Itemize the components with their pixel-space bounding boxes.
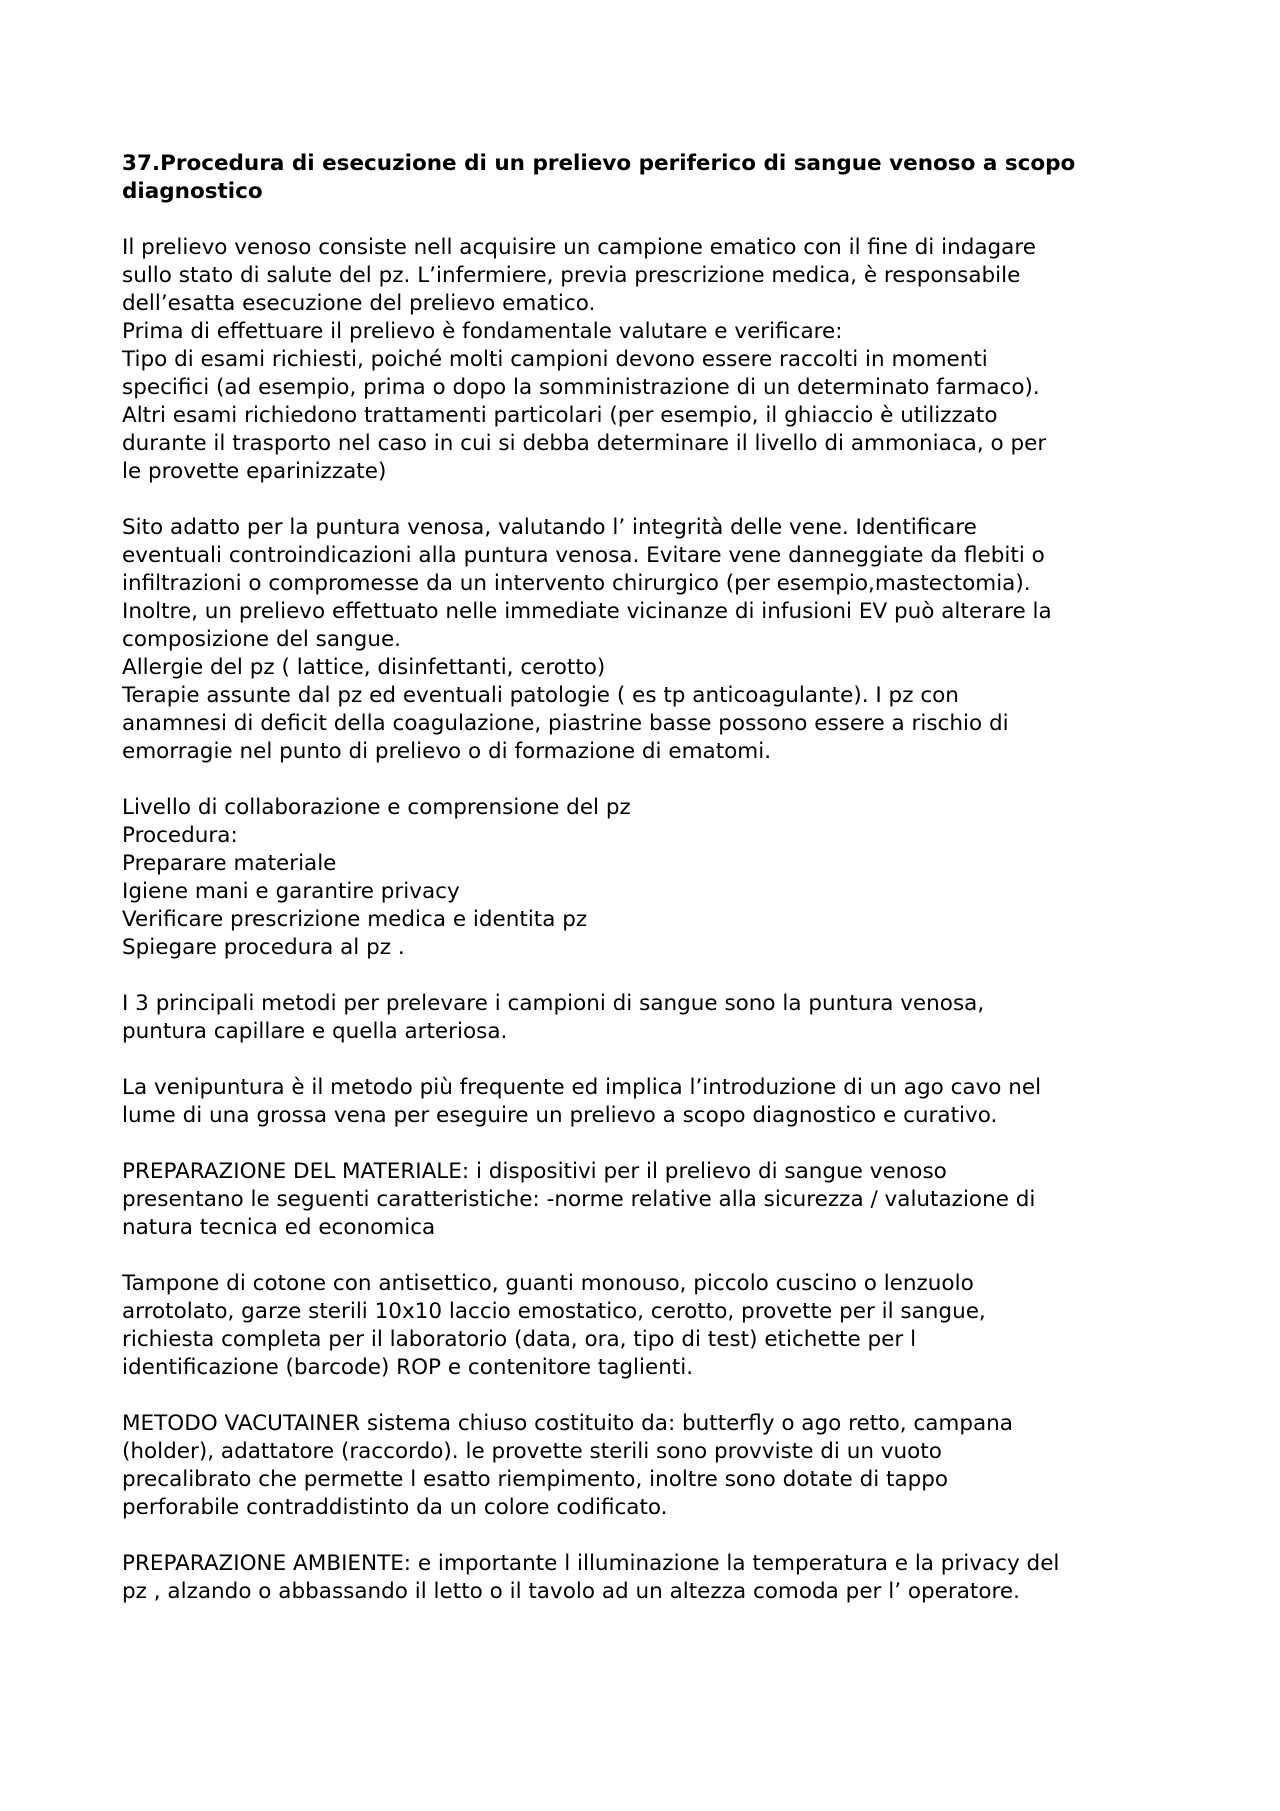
text-line: lume di una grossa vena per eseguire un prelievo a scopo diagnostico e curativo. bbox=[122, 1103, 998, 1128]
text-line: PREPARAZIONE DEL MATERIALE: i dispositivi per il prelievo di sangue venoso bbox=[122, 1159, 947, 1184]
text-line: Terapie assunte dal pz ed eventuali patologie ( es tp anticoagulante). I pz con bbox=[122, 683, 959, 708]
text-line: precalibrato che permette l esatto riempimento, inoltre sono dotate di tappo bbox=[122, 1467, 949, 1492]
document-page bbox=[122, 150, 1182, 1634]
paragraph bbox=[122, 234, 1182, 486]
text-line: Allergie del pz ( lattice, disinfettanti, cerotto) bbox=[122, 655, 606, 680]
text-line: arrotolato, garze sterili 10x10 laccio emostatico, cerotto, provette per il sangue, bbox=[122, 1299, 986, 1324]
text-line: Procedura: bbox=[122, 823, 238, 848]
text-line: le provette eparinizzate) bbox=[122, 459, 387, 484]
text-line: pz , alzando o abbassando il letto o il tavolo ad un altezza comoda per l’ operatore. bbox=[122, 1579, 1020, 1604]
text-line: puntura capillare e quella arteriosa. bbox=[122, 1019, 508, 1044]
text-line: (holder), adattatore (raccordo). le provette sterili sono provviste di un vuoto bbox=[122, 1439, 942, 1464]
text-line: Igiene mani e garantire privacy bbox=[122, 879, 460, 904]
text-line: Tampone di cotone con antisettico, guanti monouso, piccolo cuscino o lenzuolo bbox=[122, 1271, 974, 1296]
text-line: Inoltre, un prelievo effettuato nelle immediate vicinanze di infusioni EV può alterare la bbox=[122, 599, 1052, 624]
paragraph bbox=[122, 1074, 1182, 1130]
text-line: METODO VACUTAINER sistema chiuso costituito da: butterfly o ago retto, campana bbox=[122, 1411, 1013, 1436]
text-line: Il prelievo venoso consiste nell acquisire un campione ematico con il fine di indagare bbox=[122, 235, 1036, 260]
paragraph bbox=[122, 794, 1182, 962]
text-line: composizione del sangue. bbox=[122, 627, 402, 652]
text-line: emorragie nel punto di prelievo o di formazione di ematomi. bbox=[122, 739, 772, 764]
document-title: 37.Procedura di esecuzione di un prelievo periferico di sangue venoso a scopo diagnostico bbox=[122, 151, 1076, 204]
paragraph bbox=[122, 514, 1182, 766]
paragraph bbox=[122, 1550, 1182, 1606]
text-line: Spiegare procedura al pz . bbox=[122, 935, 405, 960]
text-line: perforabile contraddistinto da un colore codificato. bbox=[122, 1495, 668, 1520]
text-line: eventuali controindicazioni alla puntura venosa. Evitare vene danneggiate da flebiti o bbox=[122, 543, 1045, 568]
text-line: specifici (ad esempio, prima o dopo la somministrazione di un determinato farmaco). bbox=[122, 375, 1040, 400]
text-line: Prima di effettuare il prelievo è fondamentale valutare e verificare: bbox=[122, 319, 843, 344]
text-line: natura tecnica ed economica bbox=[122, 1215, 436, 1240]
text-line: infiltrazioni o compromesse da un intervento chirurgico (per esempio,mastectomia). bbox=[122, 571, 1031, 596]
text-line: Altri esami richiedono trattamenti particolari (per esempio, il ghiaccio è utilizzato bbox=[122, 403, 998, 428]
text-line: durante il trasporto nel caso in cui si debba determinare il livello di ammoniaca, o per bbox=[122, 431, 1047, 456]
text-line: dell’esatta esecuzione del prelievo ematico. bbox=[122, 291, 596, 316]
text-line: I 3 principali metodi per prelevare i campioni di sangue sono la puntura venosa, bbox=[122, 991, 985, 1016]
text-line: Verificare prescrizione medica e identita pz bbox=[122, 907, 588, 932]
text-line: Tipo di esami richiesti, poiché molti campioni devono essere raccolti in momenti bbox=[122, 347, 988, 372]
text-line: Preparare materiale bbox=[122, 851, 337, 876]
paragraph bbox=[122, 990, 1182, 1046]
text-line: presentano le seguenti caratteristiche: -norme relative alla sicurezza / valutazione di bbox=[122, 1187, 1036, 1212]
paragraph bbox=[122, 1158, 1182, 1242]
text-line: richiesta completa per il laboratorio (data, ora, tipo di test) etichette per l bbox=[122, 1327, 917, 1352]
text-line: PREPARAZIONE AMBIENTE: e importante l illuminazione la temperatura e la privacy del bbox=[122, 1551, 1060, 1576]
text-line: Sito adatto per la puntura venosa, valutando l’ integrità delle vene. Identificare bbox=[122, 515, 977, 540]
text-line: sullo stato di salute del pz. L’infermiere, previa prescrizione medica, è responsabile bbox=[122, 263, 1021, 288]
text-line: anamnesi di deficit della coagulazione, piastrine basse possono essere a rischio di bbox=[122, 711, 1009, 736]
text-line: identificazione (barcode) ROP e contenitore taglienti. bbox=[122, 1355, 694, 1380]
document-body bbox=[122, 234, 1182, 1606]
paragraph bbox=[122, 1410, 1182, 1522]
text-line: Livello di collaborazione e comprensione del pz bbox=[122, 795, 631, 820]
text-line: La venipuntura è il metodo più frequente ed implica l’introduzione di un ago cavo nel bbox=[122, 1075, 1042, 1100]
paragraph bbox=[122, 1270, 1182, 1382]
